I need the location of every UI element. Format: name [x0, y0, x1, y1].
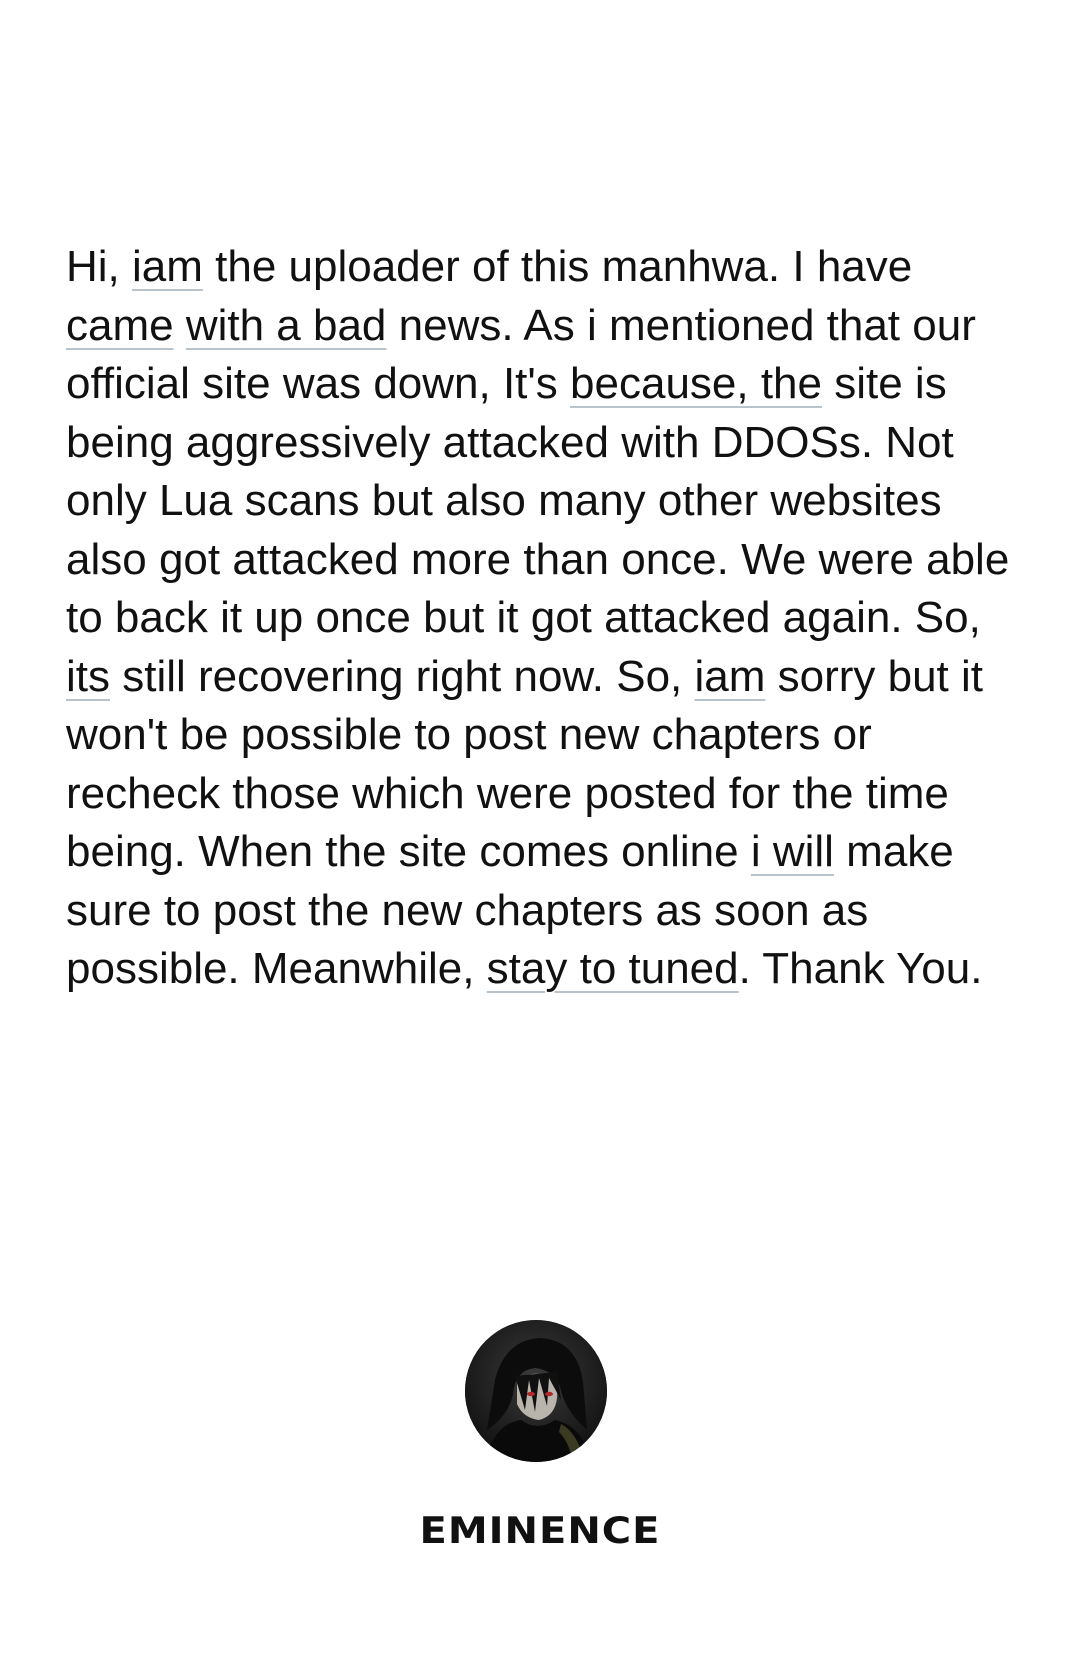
hooded-character-avatar-icon	[465, 1320, 607, 1462]
spellcheck-underlined-word[interactable]: i will	[750, 827, 834, 876]
notice-segment: the uploader of this manhwa. I have	[202, 242, 913, 291]
notice-segment: Hi,	[66, 242, 132, 291]
notice-segment: news. As i mentioned that our official site was down, It's	[66, 300, 976, 408]
spellcheck-underlined-word[interactable]: came	[66, 300, 174, 350]
brand-logo: EMINENCE	[419, 1509, 661, 1553]
spellcheck-underlined-word[interactable]: iam	[132, 242, 203, 291]
notice-segment: sorry but it won't be possible to post new chapters or recheck those which were posted for the time being. When the site comes online	[66, 651, 984, 876]
spellcheck-underlined-word[interactable]: its	[66, 651, 110, 701]
spellcheck-underlined-word[interactable]: iam	[694, 651, 766, 701]
spellcheck-underlined-word[interactable]: because, the	[570, 359, 822, 408]
notice-text	[66, 238, 1026, 999]
notice-segment	[174, 301, 186, 350]
notice-segment: still recovering right now. So,	[110, 651, 695, 701]
notice-segment: site is being aggressively attacked with DDOSs. Not only Lua scans but also many other websites also got attacked more than once. We were able to back it up once but it got attacked again. So,	[66, 359, 1010, 642]
notice-segment: . Thank You.	[738, 944, 983, 993]
avatar	[465, 1320, 607, 1462]
spellcheck-underlined-word[interactable]: with a bad	[185, 300, 387, 350]
notice-segment: make sure to post the new chapters as soon as possible. Meanwhile,	[66, 827, 954, 993]
spellcheck-underlined-word[interactable]: stay to tuned	[486, 944, 739, 993]
